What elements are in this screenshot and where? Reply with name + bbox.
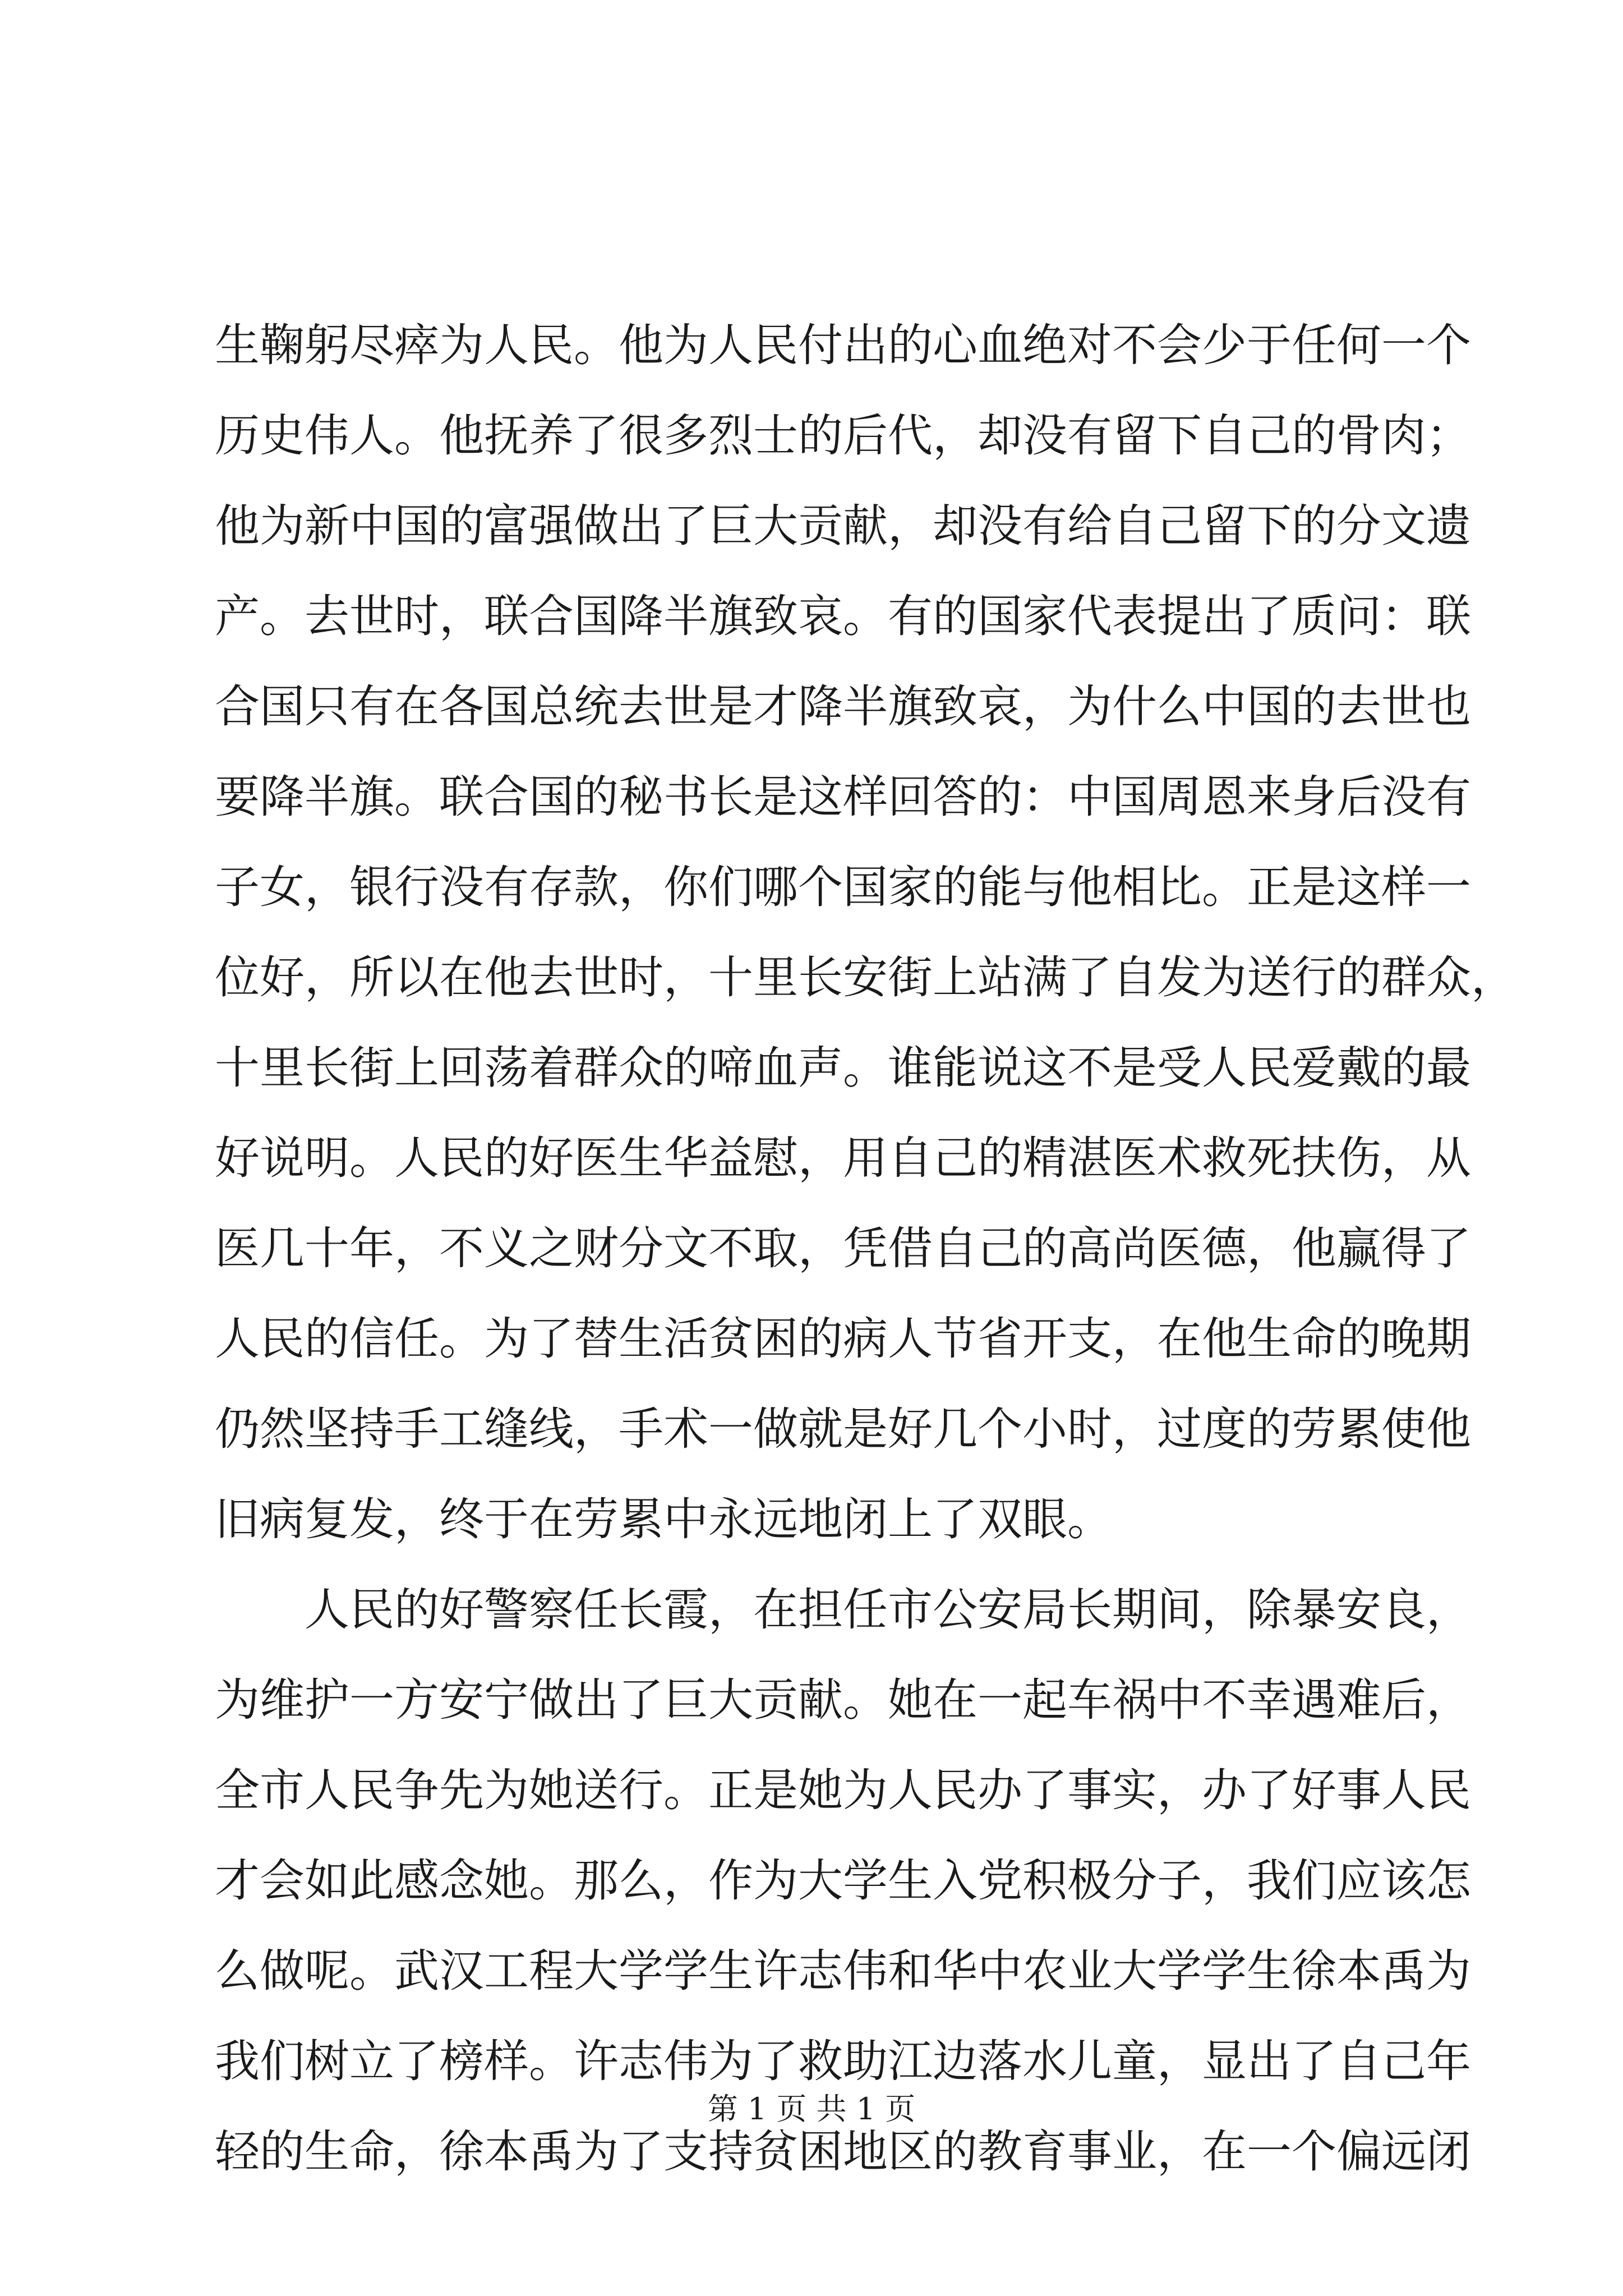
text-line: 历史伟人。他抚养了很多烈士的后代，却没有留下自己的骨肉； bbox=[215, 409, 1471, 462]
paragraph-1 bbox=[215, 300, 1516, 1565]
text-line: 生鞠躬尽瘁为人民。他为人民付出的心血绝对不会少于任何一个 bbox=[215, 319, 1471, 371]
text-line: 他为新中国的富强做出了巨大贡献，却没有给自己留下的分文遗 bbox=[215, 500, 1471, 552]
text-line: 轻的生命，徐本禹为了支持贫困地区的教育事业，在一个偏远闭 bbox=[215, 2125, 1471, 2178]
text-line: 人民的信任。为了替生活贫困的病人节省开支，在他生命的晚期 bbox=[215, 1313, 1471, 1365]
page-footer: 第 1 页 共 1 页 bbox=[707, 2091, 916, 2127]
text-line: 要降半旗。联合国的秘书长是这样回答的：中国周恩来身后没有 bbox=[215, 771, 1471, 823]
text-line: 么做呢。武汉工程大学学生许志伟和华中农业大学学生徐本禹为 bbox=[215, 1945, 1471, 1997]
text-line: 为维护一方安宁做出了巨大贡献。她在一起车祸中不幸遇难后， bbox=[215, 1674, 1471, 1726]
text-line: 全市人民争先为她送行。正是她为人民办了事实，办了好事人民 bbox=[215, 1764, 1471, 1816]
text-line: 合国只有在各国总统去世是才降半旗致哀，为什么中国的去世也 bbox=[215, 680, 1471, 733]
text-line: 人民的好警察任长霞，在担任市公安局长期间，除暴安良， bbox=[215, 1584, 1471, 1636]
body-text bbox=[215, 300, 1516, 2197]
text-line: 产。去世时，联合国降半旗致哀。有的国家代表提出了质问：联 bbox=[215, 590, 1471, 642]
text-line: 仍然坚持手工缝线，手术一做就是好几个小时，过度的劳累使他 bbox=[215, 1403, 1471, 1455]
text-line: 位好，所以在他去世时，十里长安街上站满了自发为送行的群众， bbox=[215, 951, 1516, 1004]
text-line: 十里长街上回荡着群众的啼血声。谁能说这不是受人民爱戴的最 bbox=[215, 1042, 1471, 1094]
text-line: 才会如此感念她。那么，作为大学生入党积极分子，我们应该怎 bbox=[215, 1855, 1471, 1907]
text-line: 医几十年，不义之财分文不取，凭借自己的高尚医德，他赢得了 bbox=[215, 1222, 1471, 1274]
text-line: 旧病复发，终于在劳累中永远地闭上了双眼。 bbox=[215, 1493, 1112, 1545]
text-line: 子女，银行没有存款，你们哪个国家的能与他相比。正是这样一 bbox=[215, 861, 1471, 913]
text-line: 我们树立了榜样。许志伟为了救助江边落水儿童，显出了自己年 bbox=[215, 2035, 1471, 2087]
text-line: 好说明。人民的好医生华益慰，用自己的精湛医术救死扶伤，从 bbox=[215, 1132, 1471, 1184]
